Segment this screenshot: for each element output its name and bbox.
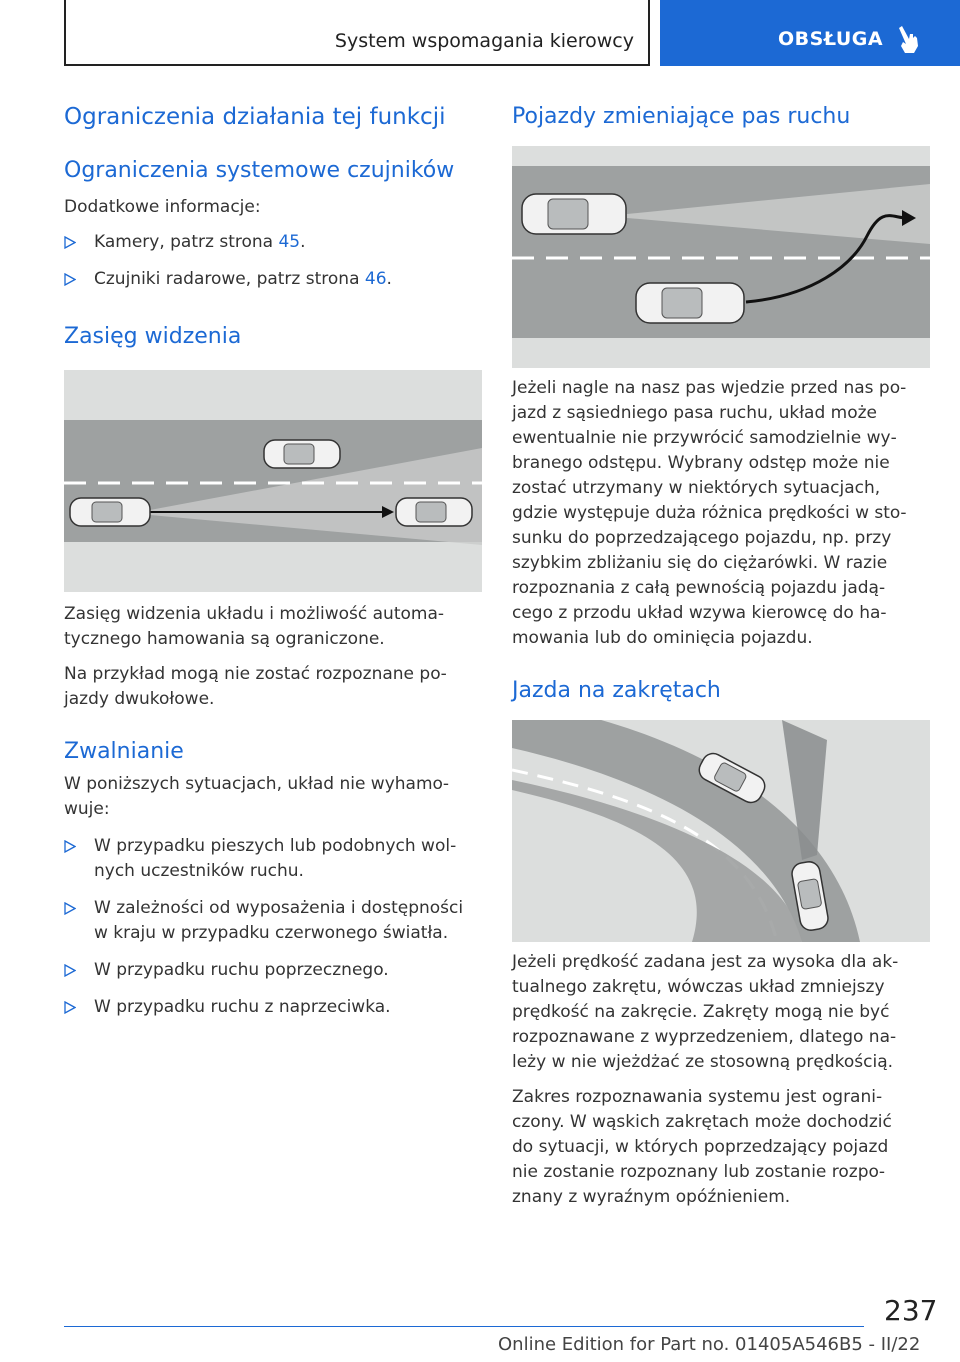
brake-heading: Zwalnianie — [64, 739, 184, 764]
list-item-suffix: . — [300, 232, 306, 252]
triangle-bullet-icon — [64, 840, 76, 853]
sensor-intro: Dodatkowe informacje: — [64, 197, 261, 217]
text-line: W zależności od wyposażenia i dostępności — [94, 898, 464, 918]
text-line: branego odstępu. Wybrany odstęp może nie — [512, 453, 890, 473]
header-section-title: System wspomagania kierowcy — [334, 30, 634, 52]
footer-edition: Online Edition for Part no. 01405A546B5 - II/22 — [498, 1334, 921, 1355]
text-line: wuje: — [64, 799, 110, 819]
sensor-list — [64, 230, 482, 292]
list-item — [64, 230, 482, 255]
text-line: czony. W wąskich zakrętach może dochodzić — [512, 1112, 892, 1132]
page-link-45[interactable]: 45 — [278, 232, 301, 252]
curve-paragraph-1 — [512, 950, 930, 1075]
lane-change-illustration — [512, 146, 930, 368]
lane-change-paragraph — [512, 376, 930, 651]
text-line: mowania lub do ominięcia pojazdu. — [512, 628, 813, 648]
text-line: cego z przodu układ wzywa kierowcę do ha‐ — [512, 603, 887, 623]
text-line: sunku do poprzedzającego pojazdu, np. przy — [512, 528, 892, 548]
left-column — [64, 102, 482, 1020]
text-line: tycznego hamowania są ograniczone. — [64, 629, 385, 649]
text-line: jazd z sąsiedniego pasa ruchu, układ może — [512, 403, 878, 423]
list-item-text: Kamery, patrz strona — [94, 232, 279, 252]
triangle-bullet-icon — [64, 236, 76, 249]
car-icon — [264, 440, 340, 468]
curve-paragraph-2 — [512, 1085, 930, 1210]
range-paragraph-2 — [64, 662, 482, 712]
text-line: nych uczestników ruchu. — [94, 861, 304, 881]
triangle-bullet-icon — [64, 273, 76, 286]
text-line: nie zostanie rozpoznany lub zostanie rozpo‐ — [512, 1162, 886, 1182]
sensor-heading: Ograniczenia systemowe czujników — [64, 158, 455, 183]
text-line: rozpoznania z całą pewnością pojazdu jadą‐ — [512, 578, 886, 598]
range-illustration — [64, 370, 482, 592]
list-item — [64, 896, 482, 946]
text-line: Jeżeli nagle na nasz pas wjedzie przed nas po‐ — [512, 378, 907, 398]
triangle-bullet-icon — [64, 902, 76, 915]
text-line: W przypadku ruchu poprzecznego. — [94, 960, 389, 980]
text-line: Zakres rozpoznawania systemu jest ograni‐ — [512, 1087, 883, 1107]
text-line: ewentualnie nie przywrócić samodzielnie wy‐ — [512, 428, 897, 448]
header-tab-label: OBSŁUGA — [778, 28, 884, 50]
right-column — [512, 102, 930, 1210]
text-line: Na przykład mogą nie zostać rozpoznane po‐ — [64, 664, 447, 684]
list-item — [64, 834, 482, 884]
header-tab-obsluga[interactable] — [660, 0, 960, 66]
text-line: Jeżeli prędkość zadana jest za wysoka dla ak‐ — [512, 952, 899, 972]
curve-illustration — [512, 720, 930, 942]
text-line: rozpoznawane z wyprzedzeniem, dlatego na‐ — [512, 1027, 897, 1047]
curve-heading: Jazda na zakrętach — [512, 678, 721, 703]
triangle-bullet-icon — [64, 1001, 76, 1014]
list-item — [64, 995, 482, 1020]
text-line: prędkość na zakręcie. Zakręty mogą nie być — [512, 1002, 890, 1022]
text-line: W przypadku ruchu z naprzeciwka. — [94, 997, 391, 1017]
text-line: do sytuacji, w których poprzedzający pojazd — [512, 1137, 889, 1157]
text-line: jazdy dwukołowe. — [64, 689, 215, 709]
page-link-46[interactable]: 46 — [364, 269, 387, 289]
text-line: W przypadku pieszych lub podobnych wol‐ — [94, 836, 457, 856]
page-number: 237 — [884, 1294, 938, 1327]
pointing-hand-icon — [896, 26, 920, 54]
brake-intro — [64, 772, 482, 822]
text-line: gdzie występuje duża różnica prędkości w sto‐ — [512, 503, 907, 523]
list-item — [64, 958, 482, 983]
car-icon — [70, 498, 150, 526]
car-icon — [636, 283, 744, 323]
text-line: tualnego zakrętu, wówczas układ zmniejszy — [512, 977, 885, 997]
brake-list — [64, 834, 482, 1020]
range-heading: Zasięg widzenia — [64, 324, 242, 349]
car-icon — [522, 194, 626, 234]
section-title: Ograniczenia działania tej funkcji — [64, 104, 446, 130]
list-item — [64, 267, 482, 292]
car-icon — [396, 498, 472, 526]
lane-change-heading: Pojazdy zmieniające pas ruchu — [512, 104, 851, 129]
text-line: w kraju w przypadku czerwonego światła. — [94, 923, 449, 943]
list-item-suffix: . — [386, 269, 392, 289]
range-paragraph-1 — [64, 602, 482, 652]
text-line: szybkim zbliżaniu się do ciężarówki. W razie — [512, 553, 888, 573]
triangle-bullet-icon — [64, 964, 76, 977]
text-line: W poniższych sytuacjach, układ nie wyhamo‐ — [64, 774, 450, 794]
header-section-box — [64, 0, 650, 66]
footer-divider — [64, 1326, 864, 1327]
text-line: leży w nie wjeżdżać ze stosowną prędkością. — [512, 1052, 894, 1072]
text-line: Zasięg widzenia układu i możliwość automa‐ — [64, 604, 444, 624]
text-line: zostać utrzymany w niektórych sytuacjach, — [512, 478, 881, 498]
text-line: znany z wyraźnym opóźnieniem. — [512, 1187, 791, 1207]
list-item-text: Czujniki radarowe, patrz strona — [94, 269, 365, 289]
